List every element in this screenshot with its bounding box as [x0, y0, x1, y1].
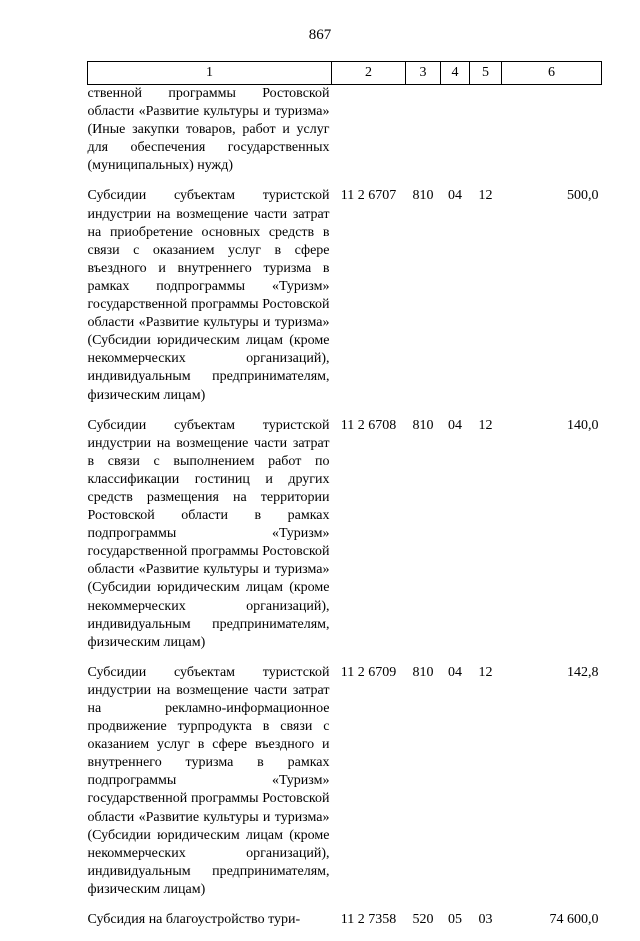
col-header-1: 1	[88, 62, 332, 85]
table-row	[88, 664, 602, 911]
row-target-code: 11 2 6708	[340, 417, 397, 433]
row-section: 05	[448, 912, 462, 928]
row-amount: 142,8	[567, 664, 599, 680]
page-number: 867	[308, 27, 332, 43]
row-subsection: 03	[478, 912, 493, 928]
col-header-2: 2	[332, 62, 406, 85]
row-description: Субсидия на благоустройство тури-	[87, 912, 301, 928]
row-section: 04	[448, 664, 462, 680]
row-subsection	[470, 85, 502, 188]
row-amount: 140,0	[567, 417, 599, 433]
table-header-row	[88, 62, 602, 85]
row-expense-type	[406, 85, 441, 188]
row-subsection: 12	[478, 664, 493, 680]
row-subsection: 12	[478, 417, 493, 433]
row-description: Субсидии субъектам туристской индустрии на возмещение части затрат на рекламно-информационное продвижение турпродукта в связи с оказанием услуг в сфере въездного и внутреннего туризма в рамках подпрограммы «Туризм» государственной программы Ростовской области «Развитие культуры и туризма» (Субсидии юридическим лицам (кроме некоммерческих организаций), индивидуальным предпринимателям, физическим лицам)	[87, 664, 330, 897]
row-target-code: 11 2 6709	[340, 664, 397, 680]
col-header-4: 4	[441, 62, 470, 85]
row-target-code	[332, 85, 406, 188]
table-row	[88, 911, 602, 941]
col-header-3: 3	[406, 62, 441, 85]
row-amount: 500,0	[567, 188, 599, 204]
row-description: ственной программы Ростовской области «Развитие культуры и туризма» (Иные закупки товаров, работ и услуг для обеспечения государственных (муниципальных) нужд)	[87, 86, 330, 174]
table-row	[88, 85, 602, 188]
col-header-5: 5	[470, 62, 502, 85]
budget-table	[87, 61, 602, 941]
col-header-6: 6	[502, 62, 602, 85]
row-expense-type: 810	[412, 188, 434, 204]
row-section: 04	[448, 188, 462, 204]
row-target-code: 11 2 7358	[340, 912, 397, 928]
row-expense-type: 520	[412, 912, 434, 928]
row-section: 04	[448, 417, 462, 433]
table-row	[88, 187, 602, 416]
table-row	[88, 417, 602, 664]
row-subsection: 12	[478, 188, 493, 204]
row-description: Субсидии субъектам туристской индустрии на возмещение части затрат на приобретение основных средств в связи с оказанием услуг в сфере въездного и внутреннего туризма в рамках подпрограммы «Туризм» государственной программы Ростовской области «Развитие культуры и туризма» (Субсидии юридическим лицам (кроме некоммерческих организаций), индивидуальным предпринимателям, физическим лицам)	[87, 188, 330, 403]
row-description: Субсидии субъектам туристской индустрии на возмещение части затрат в связи с выполнением работ по классификации гостиниц и других средств размещения на территории Ростовской области в рамках подпрограммы «Туризм» государственной программы Ростовской области «Развитие культуры и туризма» (Субсидии юридическим лицам (кроме некоммерческих организаций), индивидуальным предпринимателям, физическим лицам)	[87, 417, 330, 650]
row-expense-type: 810	[412, 664, 434, 680]
row-amount	[502, 85, 602, 188]
row-target-code: 11 2 6707	[340, 188, 397, 204]
row-amount: 74 600,0	[549, 912, 599, 928]
row-section	[441, 85, 470, 188]
row-expense-type: 810	[412, 417, 434, 433]
